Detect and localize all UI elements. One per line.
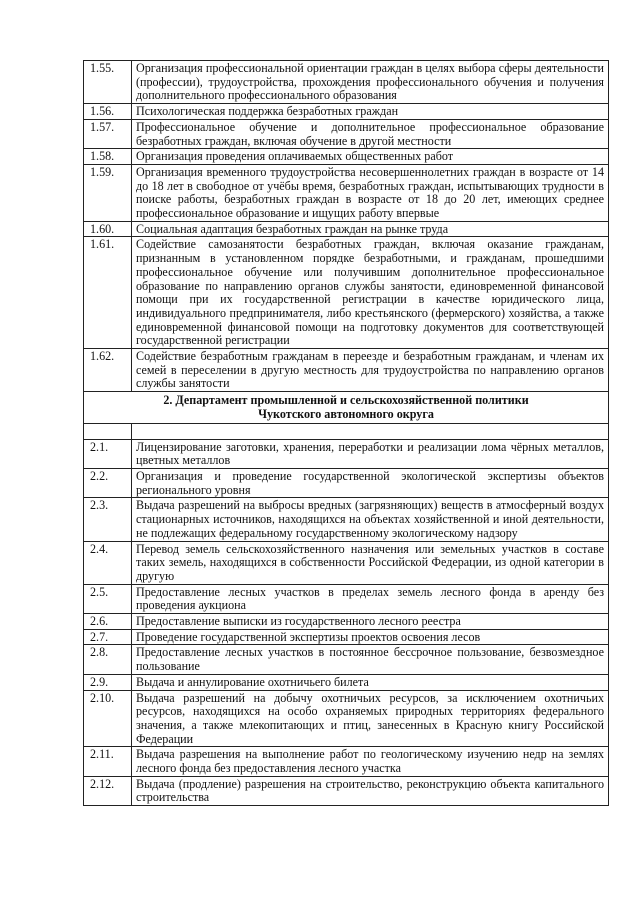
item-text: Психологическая поддержка безработных граждан (132, 104, 609, 120)
item-text: Профессиональное обучение и дополнительное профессиональное образование безработных граждан, включая обучение в другой местности (132, 119, 609, 148)
table-row (84, 776, 609, 805)
section-header (84, 392, 609, 423)
item-number: 1.57. (84, 119, 132, 148)
item-number: 2.5. (84, 584, 132, 613)
table-body-top (84, 61, 609, 392)
item-text: Выдача разрешения на выполнение работ по геологическому изучению недр на землях лесного фонда без предоставления лесного участка (132, 747, 609, 776)
item-number: 2.6. (84, 614, 132, 630)
item-number: 1.56. (84, 104, 132, 120)
table-row (84, 747, 609, 776)
table-row (84, 614, 609, 630)
item-text: Содействие самозанятости безработных граждан, включая оказание гражданам, признанным в установленном порядке безработными, и гражданам, прошедшими профессиональное обучение или получившим дополнительное профессиональное образование по направлению органов службы занятости, единовременной финансовой помощи при их государственной регистрации в качестве юридического лица, индивидуального предпринимателя, либо крестьянского (фермерского) хозяйства, а также единовременной финансовой помощи на подготовку документов для соответствующей государственной регистрации (132, 237, 609, 349)
item-number: 2.9. (84, 674, 132, 690)
item-text: Предоставление лесных участков в постоянное бессрочное пользование, безвозмездное пользование (132, 645, 609, 674)
section-title-line-1: 2. Департамент промышленной и сельскохозяйственной политики (163, 393, 529, 408)
table-row (84, 674, 609, 690)
table-row (84, 349, 609, 392)
item-text: Организация и проведение государственной экологической экспертизы объектов регионального уровня (132, 468, 609, 497)
table-row (84, 629, 609, 645)
item-number: 2.7. (84, 629, 132, 645)
table-row (84, 498, 609, 541)
item-text: Выдача разрешений на выбросы вредных (загрязняющих) веществ в атмосферный воздух стационарных источников, находящихся на объектах хозяйственной и иной деятельности, не подлежащих федеральному государственному экологическому надзору (132, 498, 609, 541)
item-number: 2.10. (84, 690, 132, 747)
item-number: 2.11. (84, 747, 132, 776)
section-header-row (84, 392, 609, 423)
table-row (84, 149, 609, 165)
item-text: Предоставление лесных участков в пределах земель лесного фонда в аренду без проведения аукциона (132, 584, 609, 613)
item-text: Перевод земель сельскохозяйственного назначения или земельных участков в составе таких земель, находящихся в собственности Российской Федерации, из одной категории в другую (132, 541, 609, 584)
table-row (84, 541, 609, 584)
item-text: Выдача и аннулирование охотничьего билета (132, 674, 609, 690)
item-number: 1.59. (84, 164, 132, 221)
item-number: 2.4. (84, 541, 132, 584)
table-row (84, 468, 609, 497)
table-row (84, 645, 609, 674)
item-text: Проведение государственной экспертизы проектов освоения лесов (132, 629, 609, 645)
item-text: Предоставление выписки из государственного лесного реестра (132, 614, 609, 630)
item-number: 1.61. (84, 237, 132, 349)
item-text: Выдача (продление) разрешения на строительство, реконструкцию объекта капитального строительства (132, 776, 609, 805)
blank-cell-text (132, 423, 609, 439)
item-number: 1.62. (84, 349, 132, 392)
table-row (84, 104, 609, 120)
item-number: 2.1. (84, 439, 132, 468)
item-number: 2.3. (84, 498, 132, 541)
item-number: 1.58. (84, 149, 132, 165)
table-row (84, 690, 609, 747)
item-text: Социальная адаптация безработных граждан на рынке труда (132, 221, 609, 237)
table-body-bottom (84, 439, 609, 806)
item-number: 2.12. (84, 776, 132, 805)
item-number: 1.60. (84, 221, 132, 237)
item-text: Организация проведения оплачиваемых общественных работ (132, 149, 609, 165)
table-row (84, 61, 609, 104)
blank-row (84, 423, 609, 439)
table-row (84, 237, 609, 349)
item-text: Организация временного трудоустройства несовершеннолетних граждан в возрасте от 14 до 18 лет в свободное от учёбы время, безработных граждан, испытывающих трудности в поиске работы, безработных граждан в возрасте от 18 до 20 лет, имеющих среднее профессиональное образование и ищущих работу впервые (132, 164, 609, 221)
item-number: 1.55. (84, 61, 132, 104)
table-row (84, 221, 609, 237)
item-text: Организация профессиональной ориентации граждан в целях выбора сферы деятельности (профессии), трудоустройства, прохождения профессионального обучения и получения дополнительного профессионального образования (132, 61, 609, 104)
table-row (84, 164, 609, 221)
item-text: Содействие безработным гражданам в переезде и безработным гражданам, и членам их семей в переселении в другую местность для трудоустройства по направлению органов службы занятости (132, 349, 609, 392)
section-header-body (84, 392, 609, 439)
blank-cell-num (84, 423, 132, 439)
item-text: Лицензирование заготовки, хранения, переработки и реализации лома чёрных металлов, цветных металлов (132, 439, 609, 468)
table-row (84, 119, 609, 148)
section-title-line-2: Чукотского автономного округа (258, 406, 434, 421)
item-number: 2.2. (84, 468, 132, 497)
table-row (84, 584, 609, 613)
item-text: Выдача разрешений на добычу охотничьих ресурсов, за исключением охотничьих ресурсов, находящихся на особо охраняемых природных территориях федерального значения, а также млекопитающих и птиц, занесенных в Красную книгу Российской Федерации (132, 690, 609, 747)
table-row (84, 439, 609, 468)
document-page (83, 60, 608, 806)
services-table (83, 60, 609, 806)
item-number: 2.8. (84, 645, 132, 674)
